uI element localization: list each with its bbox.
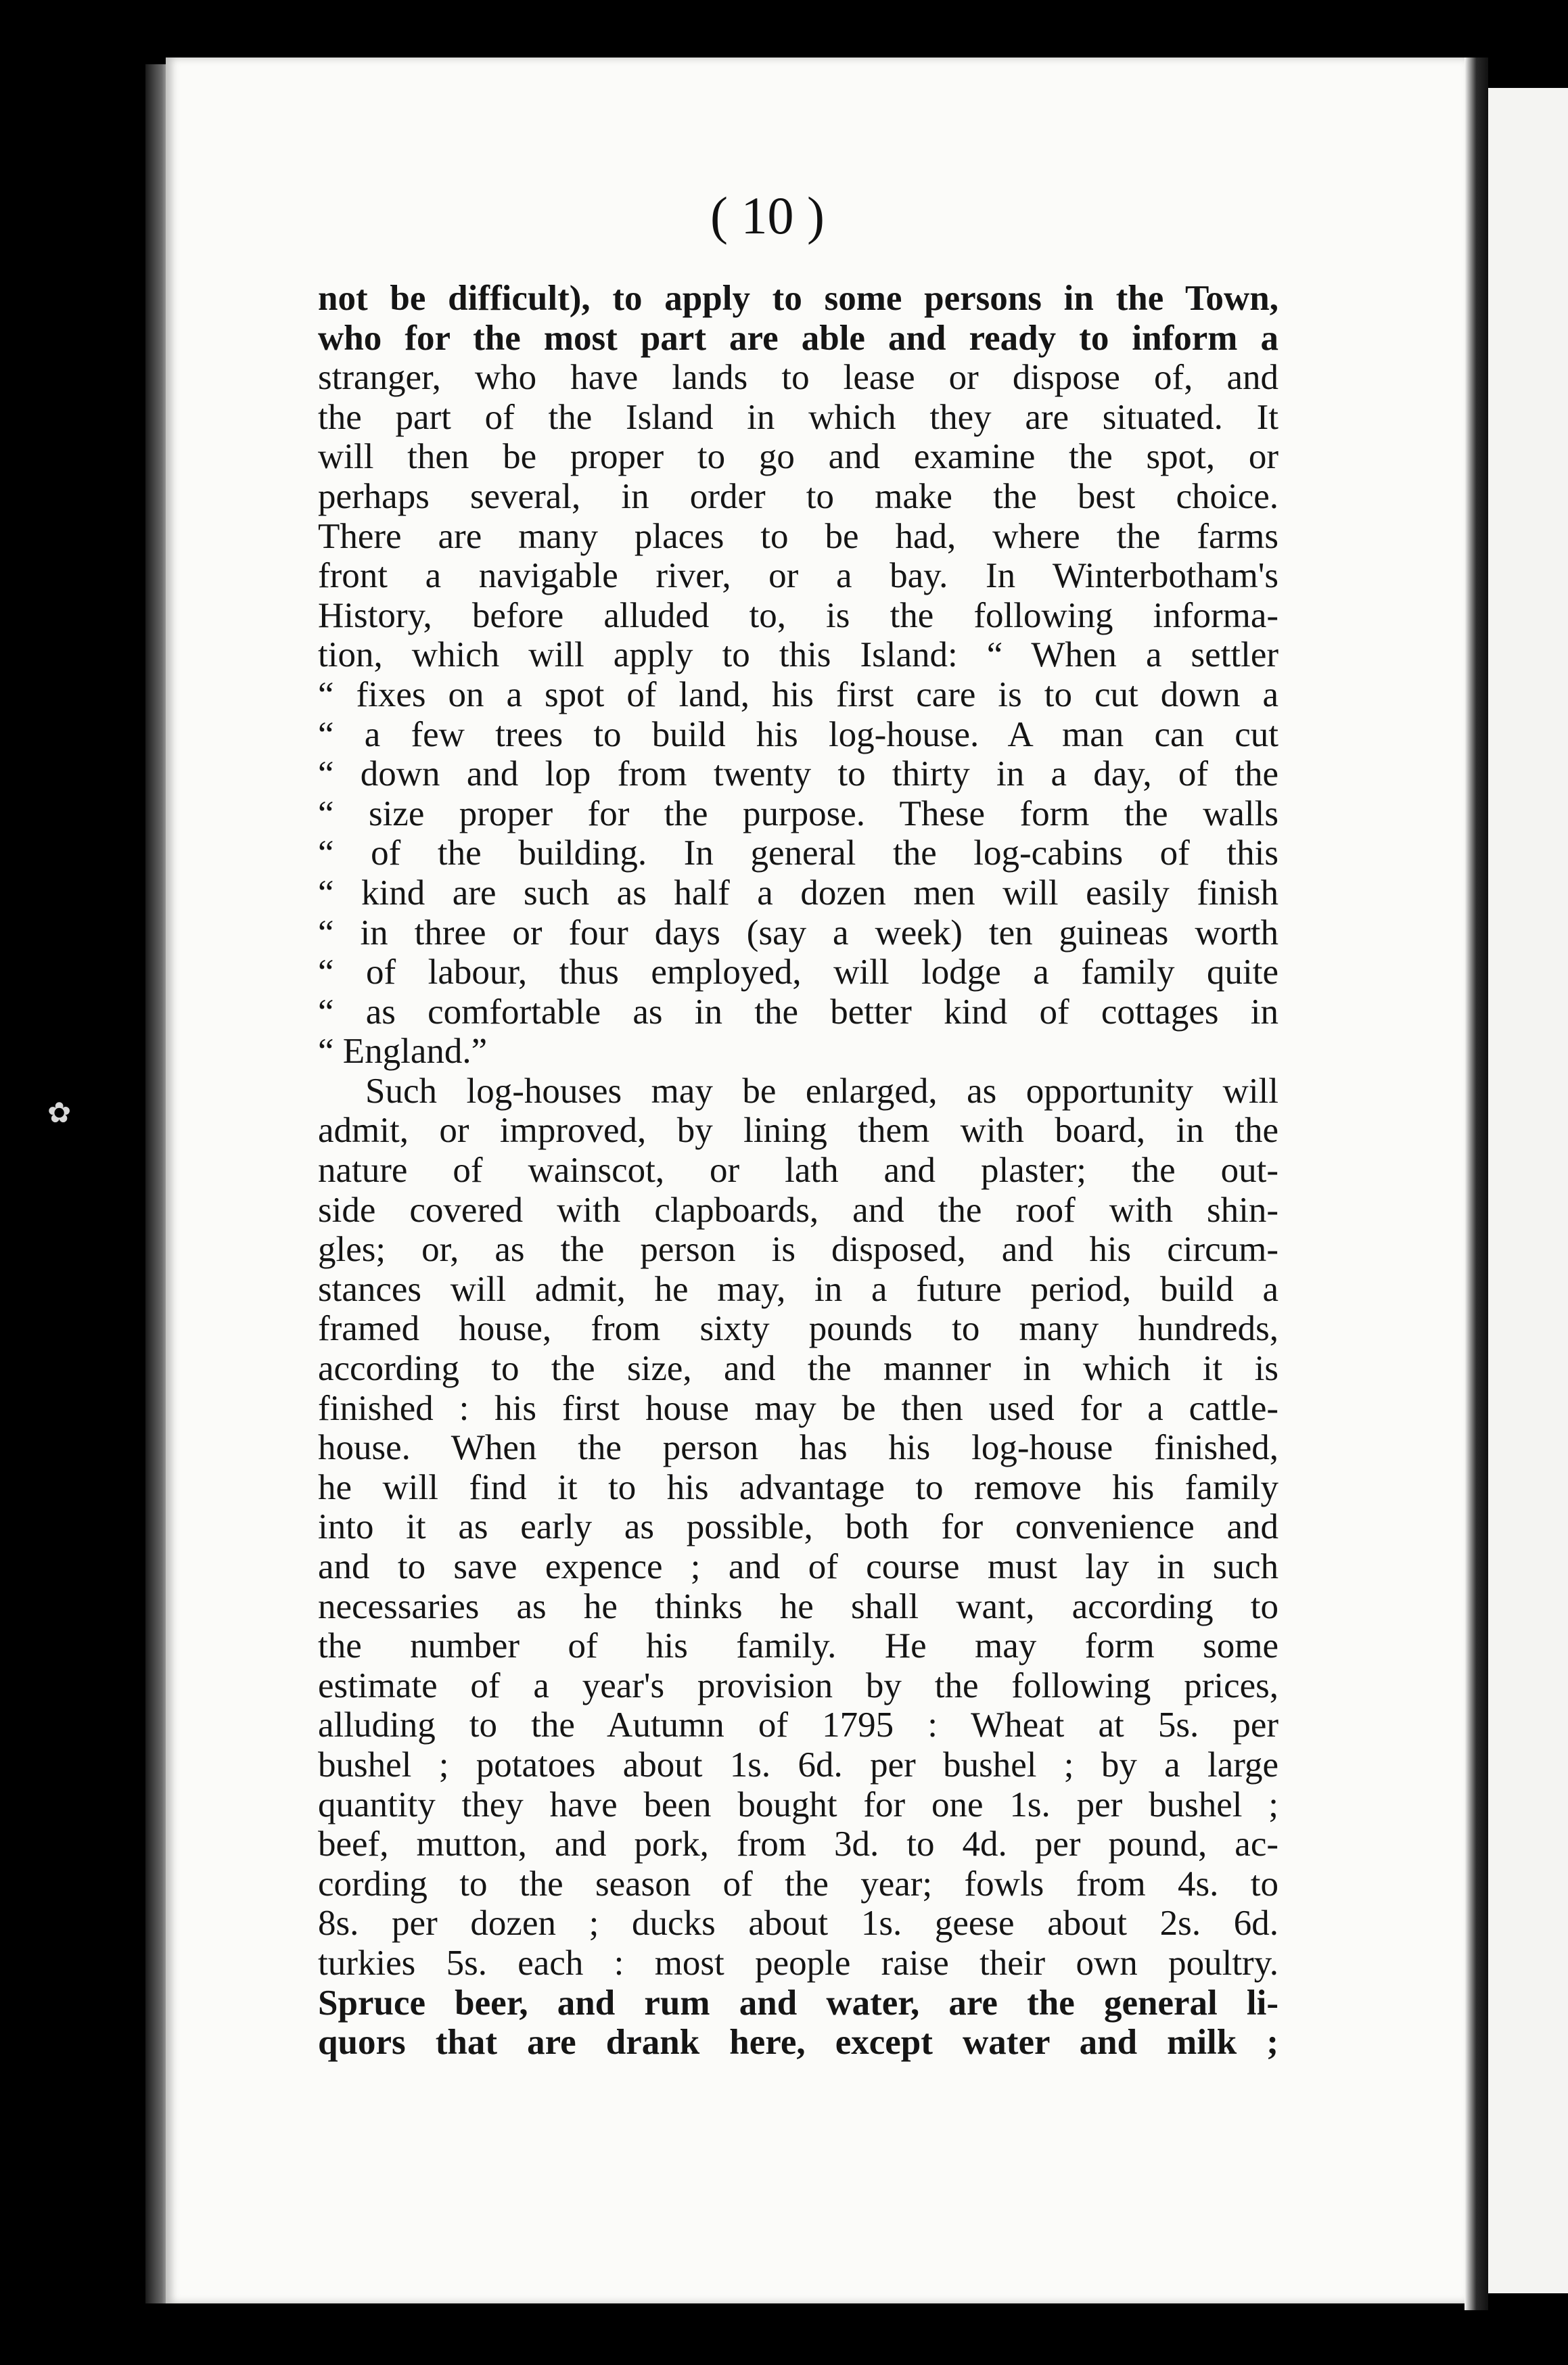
- text-line: estimate of a year's provision by the following prices,: [318, 1666, 1278, 1705]
- text-line: “ size proper for the purpose. These form the walls: [318, 794, 1278, 833]
- text-line: 8s. per dozen ; ducks about 1s. geese about 2s. 6d.: [318, 1904, 1278, 1944]
- text-line: beef, mutton, and pork, from 3d. to 4d. per pound, ac-: [318, 1824, 1278, 1864]
- text-line: and to save expence ; and of course must lay in such: [318, 1547, 1278, 1586]
- text-line: perhaps several, in order to make the best choice.: [318, 476, 1278, 516]
- text-line: into it as early as possible, both for convenience and: [318, 1507, 1278, 1547]
- text-line: stances will admit, he may, in a future period, build a: [318, 1269, 1278, 1309]
- text-line: the number of his family. He may form some: [318, 1626, 1278, 1666]
- text-line: nature of wainscot, or lath and plaster; the out-: [318, 1151, 1278, 1191]
- text-line: according to the size, and the manner in which it is: [318, 1349, 1278, 1389]
- text-line: “ of labour, thus employed, will lodge a family quite: [318, 952, 1278, 992]
- text-line: “ kind are such as half a dozen men will easily finish: [318, 873, 1278, 913]
- body-text: [318, 279, 1278, 2063]
- text-line: “ a few trees to build his log-house. A man can cut: [318, 714, 1278, 754]
- text-line: tion, which will apply to this Island: “ When a settler: [318, 635, 1278, 675]
- text-line: who for the most part are able and ready to inform a: [318, 318, 1278, 358]
- text-line: finished : his first house may be then used for a cattle-: [318, 1388, 1278, 1428]
- text-line: Spruce beer, and rum and water, are the general li-: [318, 1983, 1278, 2023]
- text-line: “ of the building. In general the log-cabins of this: [318, 833, 1278, 873]
- text-line: necessaries as he thinks he shall want, according to: [318, 1586, 1278, 1626]
- text-line: quors that are drank here, except water and milk ;: [318, 2023, 1278, 2063]
- text-line: house. When the person has his log-house finished,: [318, 1428, 1278, 1468]
- text-line: “ England.”: [318, 1032, 488, 1072]
- text-line: stranger, who have lands to lease or dispose of, and: [318, 358, 1278, 398]
- text-line: alluding to the Autumn of 1795 : Wheat at 5s. per: [318, 1705, 1278, 1745]
- text-line: Such log-houses may be enlarged, as opportunity will: [365, 1071, 1278, 1111]
- text-line: framed house, from sixty pounds to many hundreds,: [318, 1309, 1278, 1349]
- text-line: the part of the Island in which they are situated. It: [318, 397, 1278, 437]
- text-line: quantity they have been bought for one 1s. per bushel ;: [318, 1785, 1278, 1824]
- text-line: not be difficult), to apply to some persons in the Town,: [318, 279, 1278, 318]
- text-line: front a navigable river, or a bay. In Winterbotham's: [318, 556, 1278, 596]
- text-line: History, before alluded to, is the following informa-: [318, 595, 1278, 635]
- text-line: “ fixes on a spot of land, his first care is to cut down a: [318, 674, 1278, 714]
- text-line: “ in three or four days (say a week) ten guineas worth: [318, 913, 1278, 952]
- page-number: ( 10 ): [710, 186, 825, 245]
- facing-page-edge: [1488, 88, 1568, 2293]
- page-gutter: [1465, 58, 1488, 2310]
- text-line: There are many places to be had, where the farms: [318, 516, 1278, 556]
- text-line: “ as comfortable as in the better kind of cottages in: [318, 992, 1278, 1032]
- text-line: cording to the season of the year; fowls from 4s. to: [318, 1864, 1278, 1904]
- text-line: admit, or improved, by lining them with board, in the: [318, 1111, 1278, 1151]
- ink-smudge-icon: ✿: [47, 1096, 73, 1129]
- text-line: “ down and lop from twenty to thirty in a day, of the: [318, 754, 1278, 794]
- text-line: will then be proper to go and examine the spot, or: [318, 437, 1278, 477]
- text-line: side covered with clapboards, and the roof with shin-: [318, 1190, 1278, 1230]
- text-line: he will find it to his advantage to remove his family: [318, 1467, 1278, 1507]
- text-line: bushel ; potatoes about 1s. 6d. per bushel ; by a large: [318, 1745, 1278, 1785]
- text-line: gles; or, as the person is disposed, and his circum-: [318, 1230, 1278, 1270]
- text-line: turkies 5s. each : most people raise their own poultry.: [318, 1943, 1278, 1983]
